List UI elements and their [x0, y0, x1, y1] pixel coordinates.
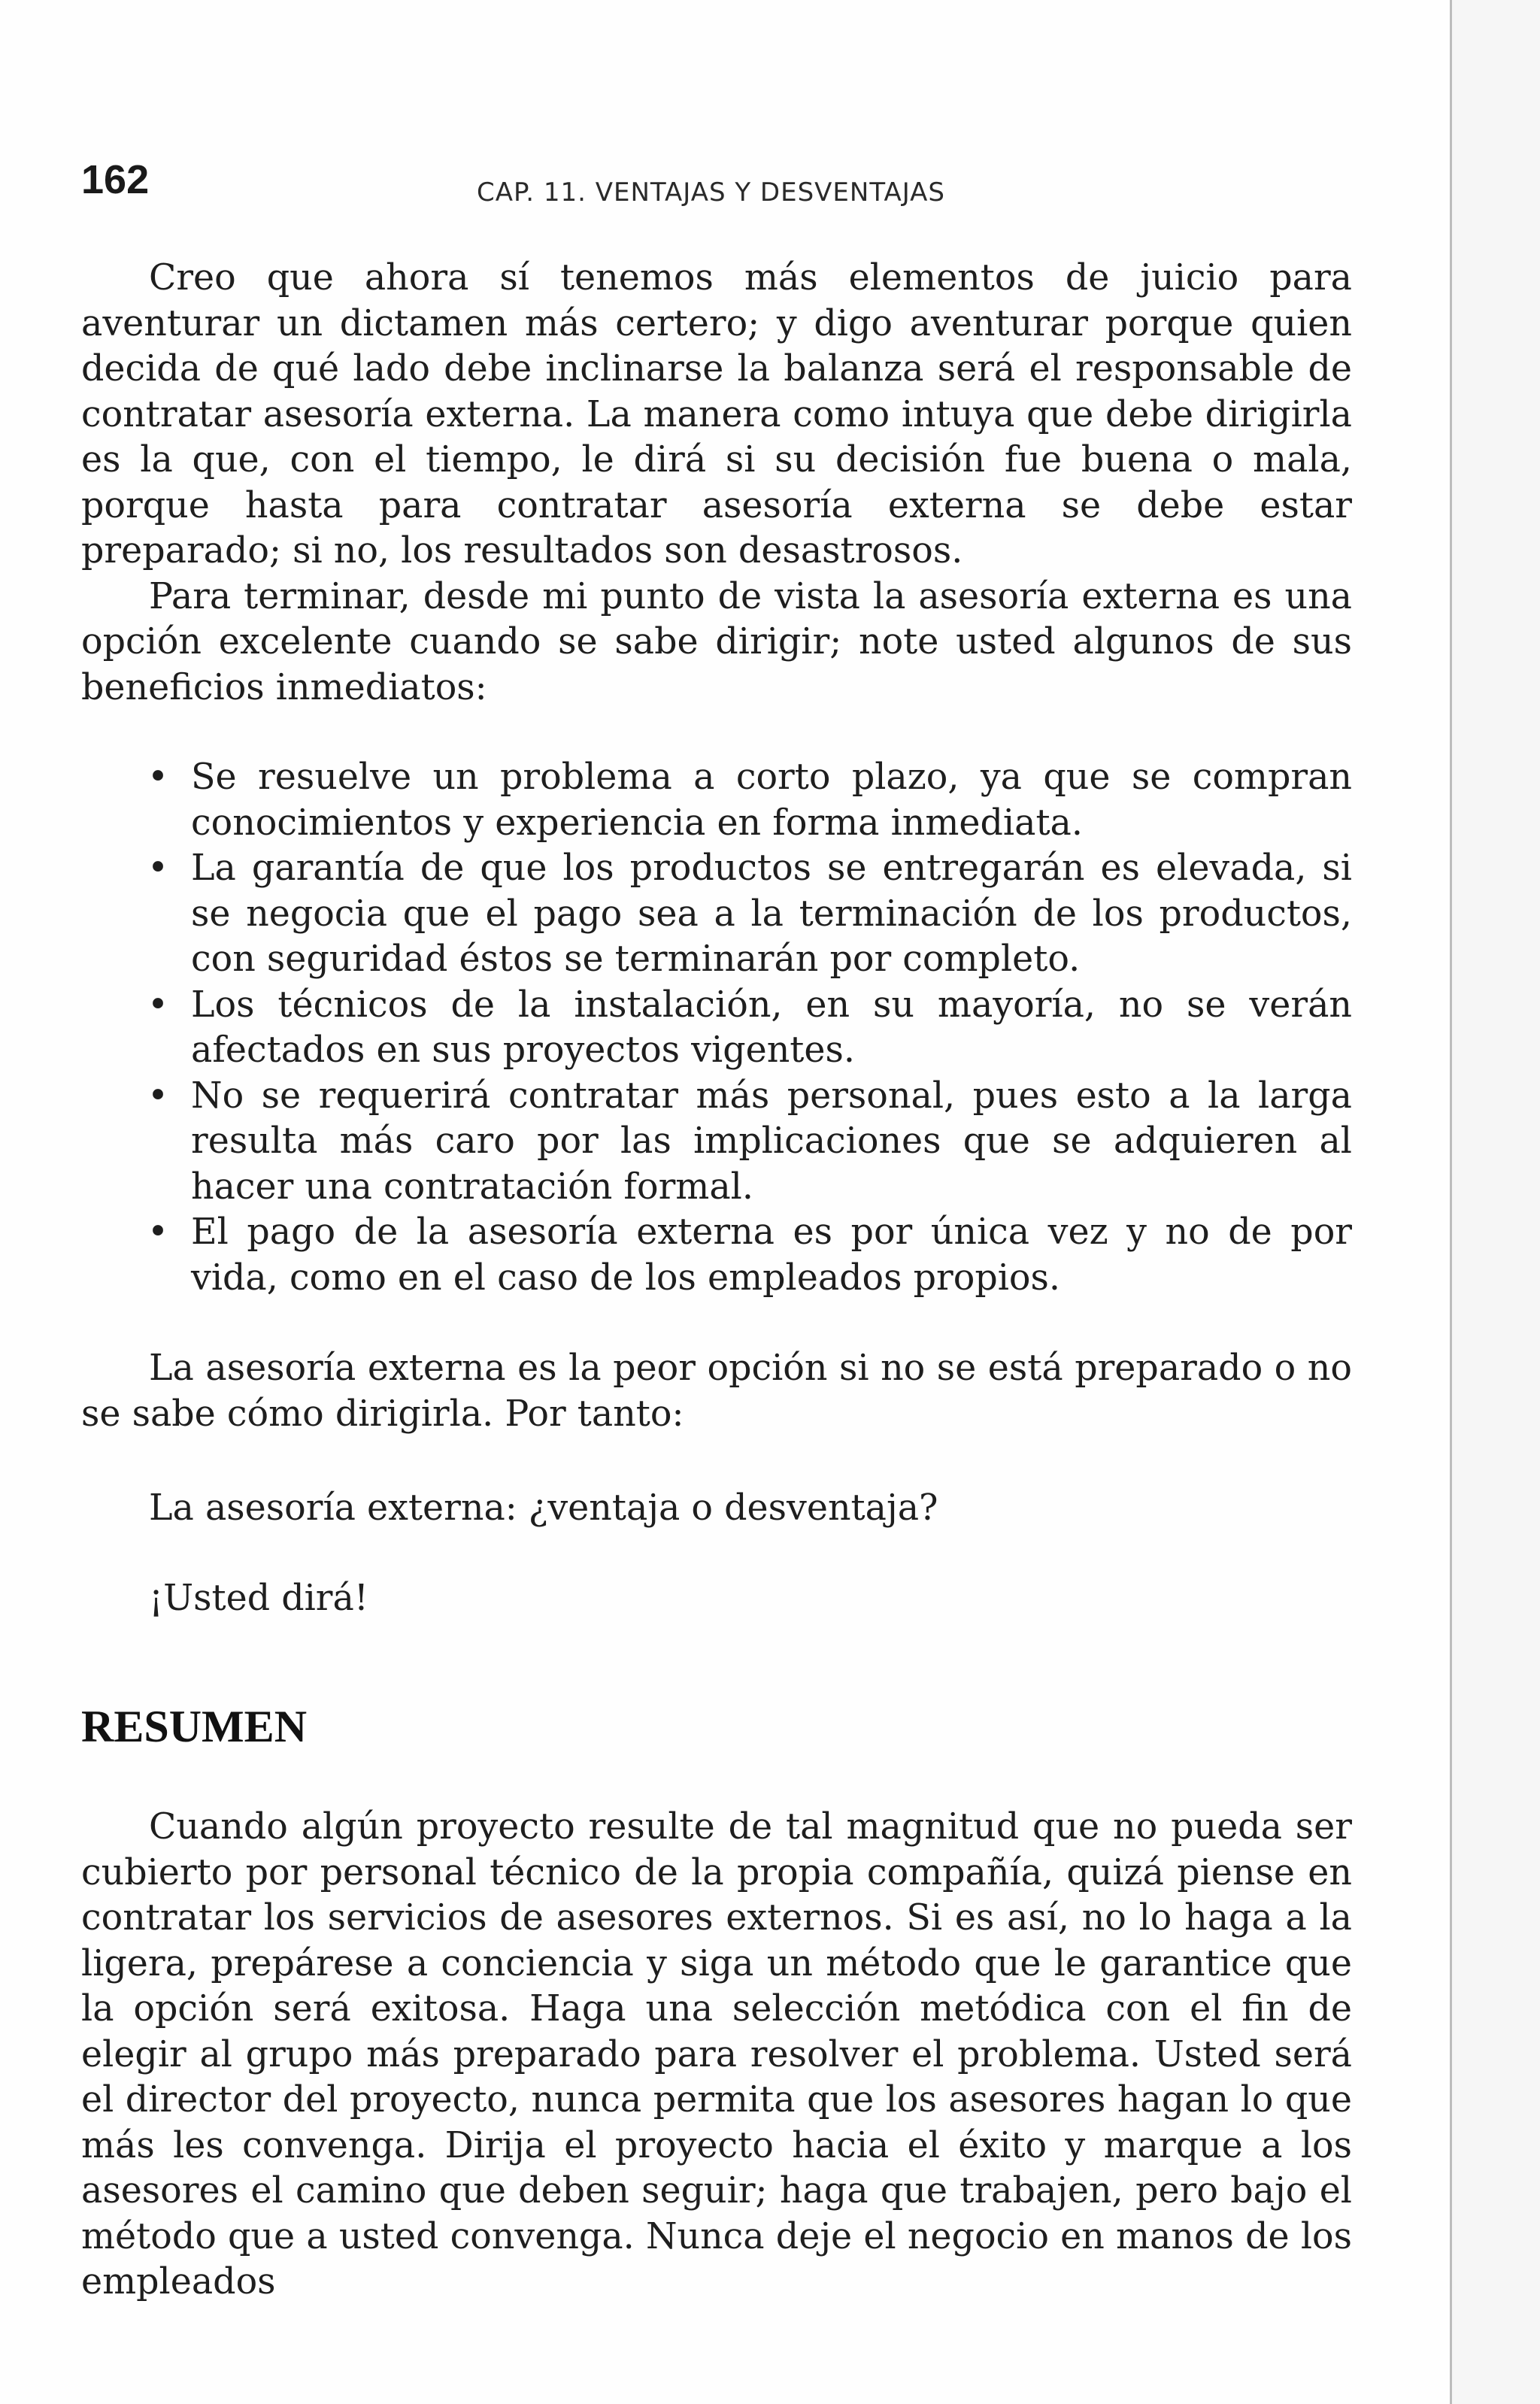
paragraph-2: Para terminar, desde mi punto de vista la asesoría externa es una opción excelente cuando se sabe dirigir; note usted algunos de sus beneficios inmediatos:: [81, 575, 1352, 708]
intro-text: [81, 256, 1352, 711]
section-heading: RESUMEN: [81, 1702, 308, 1751]
bullet-icon: •: [147, 756, 169, 798]
list-item: [81, 755, 1352, 846]
page-edge: [1450, 0, 1540, 2404]
bullet-icon: •: [147, 1075, 169, 1117]
list-item: [81, 846, 1352, 983]
question-line: La asesoría externa: ¿ventaja o desventaja?: [149, 1487, 938, 1529]
bullet-icon: •: [147, 984, 169, 1026]
list-item-text: La garantía de que los productos se entregarán es elevada, si se negocia que el pago sea a la terminación de los productos, con seguridad éstos se terminarán por completo.: [191, 847, 1352, 980]
bullet-icon: •: [147, 847, 169, 889]
answer-line: ¡Usted dirá!: [149, 1578, 368, 1619]
list-item-text: Se resuelve un problema a corto plazo, ya que se compran conocimientos y experiencia en forma inmediata.: [191, 756, 1352, 844]
closing-paragraph: La asesoría externa es la peor opción si no se está preparado o no se sabe cómo dirigirla. Por tanto:: [81, 1348, 1352, 1435]
running-head: CAP. 11. VENTAJAS Y DESVENTAJAS: [477, 177, 945, 208]
list-item: [81, 1074, 1352, 1211]
summary-text: [81, 1805, 1352, 2305]
list-item-text: Los técnicos de la instalación, en su mayoría, no se verán afectados en sus proyectos vigentes.: [191, 984, 1352, 1071]
page-number: 162: [81, 157, 150, 202]
closing-text: [81, 1346, 1352, 1437]
list-item: [81, 1210, 1352, 1301]
list-item-text: El pago de la asesoría externa es por única vez y no de por vida, como en el caso de los empleados propios.: [191, 1211, 1352, 1299]
list-item-text: No se requerirá contratar más personal, pues esto a la larga resulta más caro por las implicaciones que se adquieren al hacer una contratación formal.: [191, 1075, 1352, 1208]
paragraph-1: Creo que ahora sí tenemos más elementos de juicio para aventurar un dictamen más certero; y digo aventurar porque quien decida de qué lado debe inclinarse la balanza será el responsable de contratar asesoría externa. La manera como intuya que debe dirigirla es la que, con el tiempo, le dirá si su decisión fue buena o mala, porque hasta para contratar asesoría externa se debe estar preparado; si no, los resultados son desastrosos.: [81, 257, 1352, 571]
benefits-list: [81, 755, 1352, 1301]
bullet-icon: •: [147, 1211, 169, 1253]
summary-paragraph: Cuando algún proyecto resulte de tal magnitud que no pueda ser cubierto por personal técnico de la propia compañía, quizá piense en contratar los servicios de asesores externos. Si es así, no lo haga a la ligera, prepárese a conciencia y siga un método que le garantice que la opción será exitosa. Haga una selección metódica con el fin de elegir al grupo más preparado para resolver el problema. Usted será el director del proyecto, nunca permita que los asesores hagan lo que más les convenga. Dirija el proyecto hacia el éxito y marque a los asesores el camino que deben seguir; haga que trabajen, pero bajo el método que a usted convenga. Nunca deje el negocio en manos de los empleados: [81, 1806, 1352, 2302]
page-header: [81, 156, 1352, 217]
list-item: [81, 983, 1352, 1074]
